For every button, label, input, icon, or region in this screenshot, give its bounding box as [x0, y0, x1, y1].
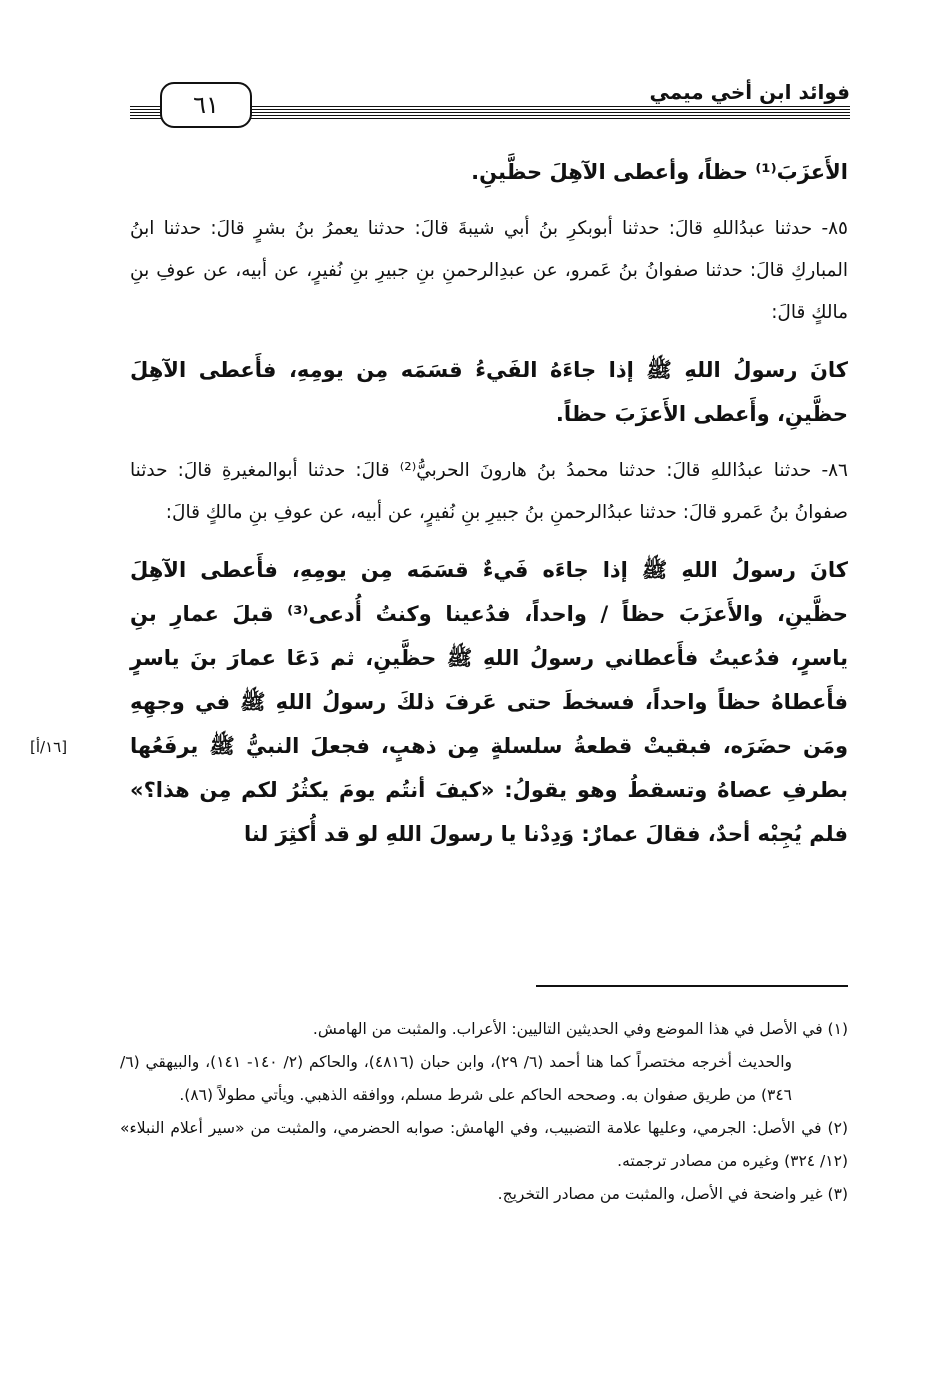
footnote-2: (٢) في الأصل: الجرمي، وعليها علامة التضبيب، وفي الهامش: صوابه الحضرمي، والمثبت من «سير أعلام النبلاء» (١٢/ ٣٢٤) وغيره من مصادر ترجمته.	[120, 1119, 848, 1170]
page-number-box	[160, 82, 252, 128]
footnote-1: (١) في الأصل في هذا الموضع وفي الحديثين التاليين: الأعراب. والمثبت من الهامش.	[312, 1020, 848, 1038]
footnotes	[120, 1013, 848, 1211]
hadith-86-matn: كانَ رسولُ اللهِ ﷺ إذا جاءَه فَيءٌ قسَمَه مِن يومِهِ، فأَعطى الآهِلَ حظَّينِ، والأَعزَبَ حظاً / واحداً، فدُعينا وكنتُ أُدعى⁽³⁾ قبلَ عمارِ بنِ ياسرٍ، فدُعيتُ فأَعطاني رسولُ اللهِ ﷺ حظَّينِ، ثم دَعَا عمارَ بنَ ياسرٍ فأَعطاهُ حظاً واحداً، فسخطَ حتى عَرفَ ذلكَ رسولُ اللهِ ﷺ في وجهِهِ ومَن حضَرَه، فبقيتْ قطعةُ سلسلةٍ مِن ذهبٍ، فجعلَ النبيُّ ﷺ يرفَعُها بطرفِ عصاهُ وتسقطُ وهو يقولُ: «كيفَ أنتُم يومَ يكثُرُ لكم مِن هذا؟» فلم يُجِبْه أحدٌ، فقالَ عمارٌ: وَدِدْنا يا رسولَ اللهِ لو قد أُكثِرَ لنا	[130, 558, 848, 846]
manuscript-folio-note: [١٦/أ]	[30, 738, 68, 756]
book-title: فوائد ابن أخي ميمي	[642, 80, 851, 104]
page-number: ٦١	[193, 91, 219, 119]
hadith-86-isnad: ٨٦- حدثنا عبدُاللهِ قالَ: حدثنا محمدُ بنُ هارونَ الحربيُّ⁽²⁾ قالَ: حدثنا أبوالمغيرةِ قالَ: حدثنا صفوانُ بنُ عَمرو قالَ: حدثنا عبدُالرحمنِ بنُ جبيرِ بنِ نُفيرٍ، عن أبيه، عن عوفِ بنِ مالكٍ قالَ:	[130, 460, 848, 523]
hadith-85-isnad: ٨٥- حدثنا عبدُاللهِ قالَ: حدثنا أبوبكرِ بنُ أبي شيبةَ قالَ: حدثنا يعمرُ بنُ بشرٍ قالَ: حدثنا ابنُ المباركِ قالَ: حدثنا صفوانُ بنُ عَمرو، عن عبدِالرحمنِ بنِ جبيرِ بنِ نُفيرٍ، عن أبيه، عن عوفِ بنِ مالكٍ قالَ:	[130, 218, 848, 323]
footnote-3: (٣) غير واضحة في الأصل، والمثبت من مصادر التخريج.	[497, 1185, 848, 1203]
paragraph-continuation: الأَعزَبَ⁽¹⁾ حظاً، وأعطى الآهِلَ حظَّينِ.	[471, 160, 848, 184]
hadith-85-matn: كانَ رسولُ اللهِ ﷺ إذا جاءَهُ الفَيءُ قسَمَه مِن يومِهِ، فأَعطى الآهِلَ حظَّينِ، وأَعطى الأَعزَبَ حظاً.	[130, 358, 848, 426]
footnote-separator	[536, 985, 848, 987]
footnote-1-continued: والحديث أخرجه مختصراً كما هنا أحمد (٦/ ٢٩)، وابن حبان (٤٨١٦)، والحاكم (٢/ ١٤٠- ١٤١)، والبيهقي (٦/ ٣٤٦) من طريق صفوان به. وصححه الحاكم على شرط مسلم، ووافقه الذهبي. ويأتي مطولاً (٨٦).	[120, 1053, 792, 1104]
page-body	[130, 150, 848, 856]
page-header	[130, 80, 850, 130]
